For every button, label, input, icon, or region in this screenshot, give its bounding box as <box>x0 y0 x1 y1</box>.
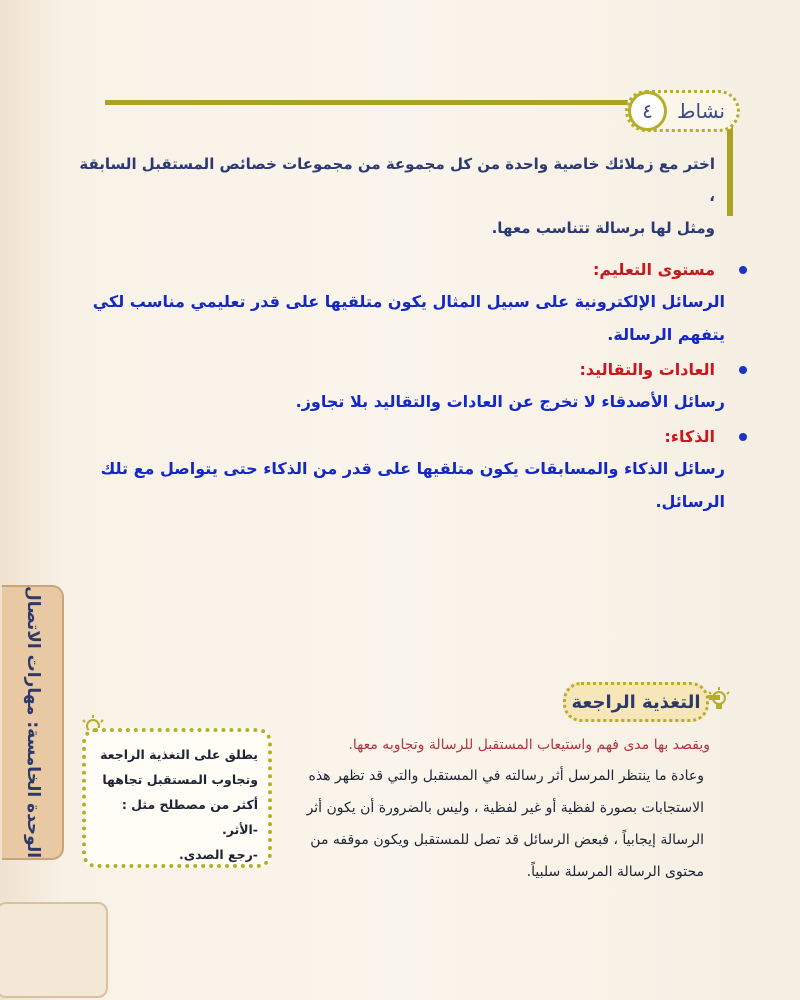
activity-number: ٤ <box>628 91 667 131</box>
answer-heading: الذكاء: <box>664 427 715 446</box>
note-line: -الأثر. <box>222 822 258 837</box>
answer-line: الرسائل الإلكترونية على سبيل المثال يكون متلقيها على قدر تعليمي مناسب لكي <box>92 292 725 311</box>
feedback-title: التغذية الراجعة <box>563 682 709 722</box>
paragraph-line: الرسالة إيجابياً ، فبعض الرسائل قد تصل للمستقبل ويكون موقفه من <box>310 832 704 848</box>
paragraph-line: وعادة ما ينتظر المرسل أثر رسالته في المستقبل والتي قد تظهر هذه <box>308 768 704 784</box>
unit-title: الوحدة الخامسة: مهارات الاتصال <box>23 585 43 859</box>
lightbulb-icon <box>706 686 732 716</box>
feedback-paragraph <box>284 760 704 888</box>
answer-heading: العادات والتقاليد: <box>579 360 715 379</box>
activity-label: نشاط <box>677 99 725 123</box>
answer-item <box>75 355 725 418</box>
answer-heading: مستوى التعليم: <box>592 260 715 279</box>
answer-line: يتفهم الرسالة. <box>607 325 725 344</box>
answer-line: الرسائل. <box>655 492 725 511</box>
paragraph-line: الاستجابات بصورة لفظية أو غير لفظية ، وليس بالضرورة أن يكون أثر <box>306 800 704 816</box>
answer-item <box>75 422 725 518</box>
activity-badge <box>625 90 740 132</box>
note-line: يطلق على التغذية الراجعة <box>100 747 258 762</box>
note-line: وتجاوب المستقبل تجاهها <box>102 772 258 787</box>
feedback-definition: ويقصد بها مدى فهم واستيعاب المستقبل للرسالة وتجاوبه معها. <box>348 737 710 753</box>
instruction-line: ومثل لها برسالة تتناسب معها. <box>491 219 715 237</box>
answer-item <box>75 255 725 351</box>
page-corner-tab <box>0 902 108 998</box>
note-line: -رجع الصدى. <box>178 847 258 862</box>
activity-instruction <box>75 148 715 244</box>
note-line: أكثر من مصطلح مثل : <box>121 797 258 812</box>
note-box <box>82 728 272 868</box>
bullet-icon <box>739 266 747 274</box>
paragraph-line: محتوى الرسالة المرسلة سلبياً. <box>526 864 704 880</box>
answers-list <box>75 255 725 522</box>
answer-line: رسائل الأصدقاء لا تخرج عن العادات والتقاليد بلا تجاوز. <box>295 392 725 411</box>
instruction-line: اختر مع زملائك خاصية واحدة من كل مجموعة من مجموعات خصائص المستقبل السابقة ، <box>79 155 715 205</box>
bullet-icon <box>739 366 747 374</box>
answer-line: رسائل الذكاء والمسابقات يكون متلقيها على قدر من الذكاء حتى يتواصل مع تلك <box>100 459 725 478</box>
bullet-icon <box>739 433 747 441</box>
